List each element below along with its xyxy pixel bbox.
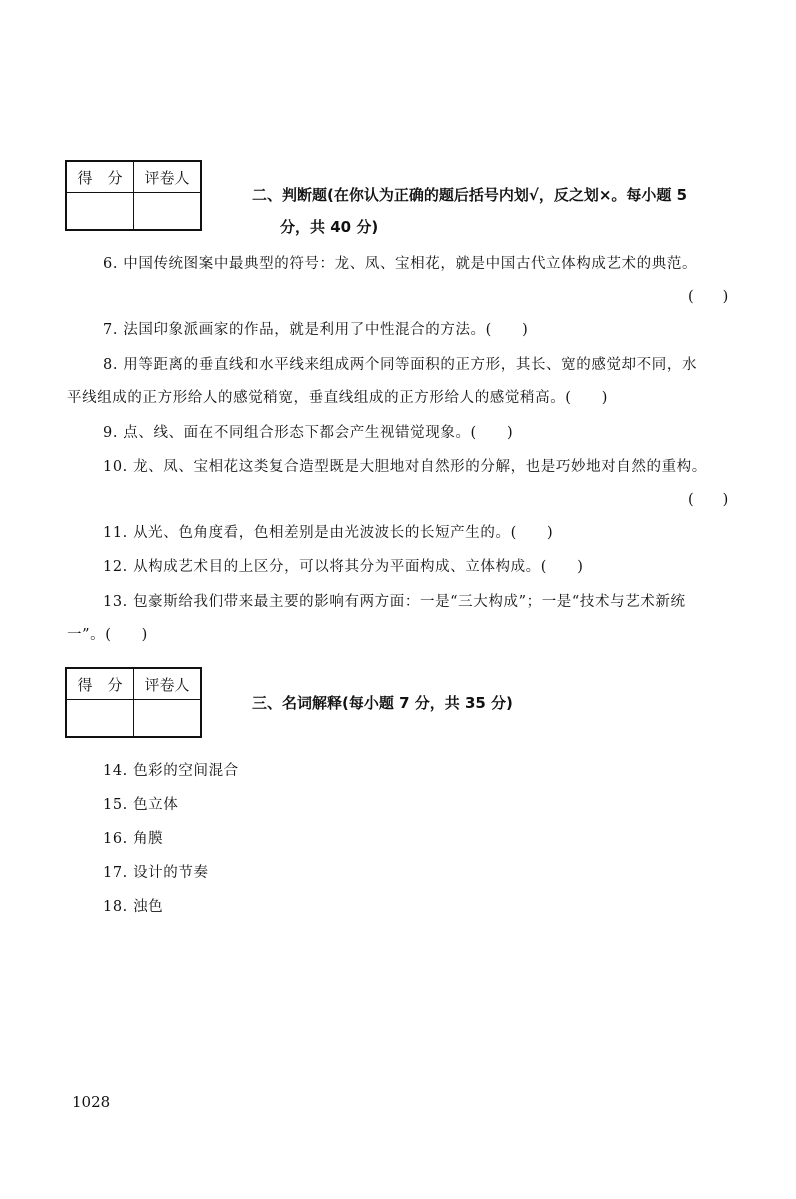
grader-cell [134, 193, 202, 231]
score-cell [66, 700, 134, 738]
score-table-section2 [65, 160, 202, 231]
grader-cell [134, 700, 202, 738]
question-8-line2: 平线组成的正方形给人的感觉稍宽，垂直线组成的正方形给人的感觉稍高。( ) [67, 390, 609, 406]
question-6-answer: ( ) [688, 289, 729, 305]
question-13-line2: 一”。( ) [67, 627, 148, 643]
grader-label: 评卷人 [134, 161, 202, 193]
question-11: 11. 从光、色角度看，色相差别是由光波波长的长短产生的。( ) [103, 525, 554, 541]
question-10: 10. 龙、凤、宝相花这类复合造型既是大胆地对自然形的分解，也是巧妙地对自然的重构。 [103, 459, 707, 475]
term-item: 16. 角膜 [103, 831, 164, 847]
term-item: 17. 设计的节奏 [103, 865, 209, 881]
term-item: 18. 浊色 [103, 899, 164, 915]
question-10-answer: ( ) [688, 492, 729, 508]
score-label: 得 分 [66, 668, 134, 700]
score-cell [66, 193, 134, 231]
question-9: 9. 点、线、面在不同组合形态下都会产生视错觉现象。( ) [103, 425, 514, 441]
page-number: 1028 [72, 1093, 111, 1111]
score-label: 得 分 [66, 161, 134, 193]
section2-title-line1: 二、判断题(在你认为正确的题后括号内划√，反之划×。每小题 5 [252, 186, 688, 204]
term-item: 15. 色立体 [103, 797, 179, 813]
score-table-section3 [65, 667, 202, 738]
grader-label: 评卷人 [134, 668, 202, 700]
section3-title: 三、名词解释(每小题 7 分，共 35 分) [252, 694, 513, 712]
section2-title-line2: 分，共 40 分) [280, 218, 379, 236]
question-8-line1: 8. 用等距离的垂直线和水平线来组成两个同等面积的正方形，其长、宽的感觉却不同，水 [103, 357, 698, 373]
term-item: 14. 色彩的空间混合 [103, 763, 239, 779]
question-7: 7. 法国印象派画家的作品，就是利用了中性混合的方法。( ) [103, 322, 529, 338]
question-13-line1: 13. 包豪斯给我们带来最主要的影响有两方面：一是“三大构成”；一是“技术与艺术新统 [103, 594, 686, 610]
question-6: 6. 中国传统图案中最典型的符号：龙、凤、宝相花，就是中国古代立体构成艺术的典范。 [103, 256, 698, 272]
question-12: 12. 从构成艺术目的上区分，可以将其分为平面构成、立体构成。( ) [103, 559, 584, 575]
